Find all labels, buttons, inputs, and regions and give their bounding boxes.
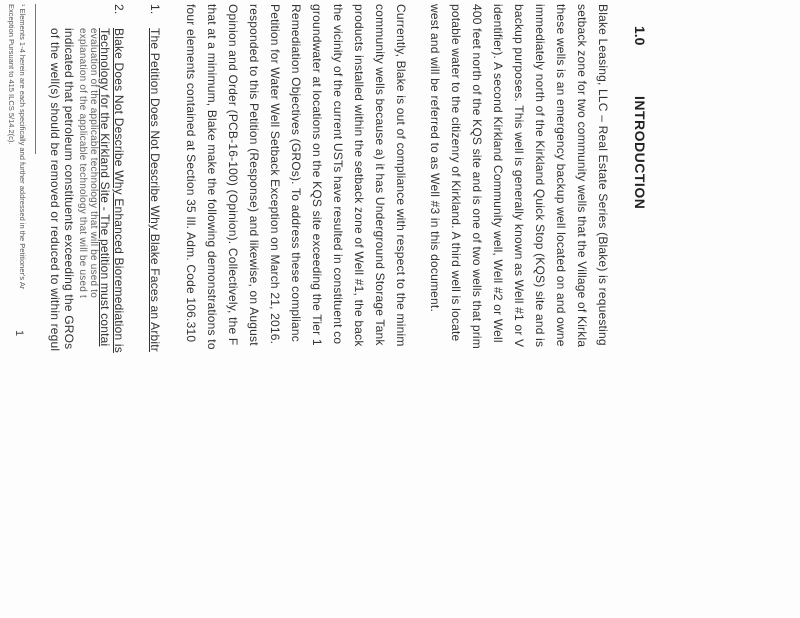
paragraph-1-line: identifier). A second Kirkland Community well, Well #2 or Well: [491, 4, 505, 343]
paragraph-2-line: Petition for Water Well Setback Exception on March 21, 2016.: [268, 4, 282, 345]
paragraph-2-line: products installed within the setback zone of Well #1, the back: [352, 4, 366, 347]
paragraph-1-line: setback zone for two community wells that the Village of Kirkla: [575, 4, 589, 348]
paragraph-2-line: Currently, Blake is out of compliance with respect to the minim: [394, 4, 408, 347]
list-item-number: 2.: [112, 4, 126, 15]
list-item-number: 1.: [148, 4, 162, 15]
list-item-text: The Petition Does Not Describe Why Blake Faces an Arbitr: [148, 28, 162, 352]
paragraph-1-line: backup purposes. This well is generally known as Well #1 or V: [512, 4, 526, 348]
footnote-line: ¹ Elements 1-4 herein are each specifically and further addressed in the Petitioner's Ar: [18, 4, 27, 290]
paragraph-1-line: west and will be referred to as Well #3 in this document.: [428, 4, 442, 312]
footnote-separator: [35, 4, 36, 154]
paragraph-1-line: immediately north of the Kirkland Quick Stop (KQS) site and is: [533, 4, 547, 348]
paragraph-2-line: community wells because a) it has Underground Storage Tank: [373, 4, 387, 346]
paragraph-2-line: Opinion and Order (PCB-16-100) (Opinion). Collectively, the F: [226, 4, 240, 346]
list-item-text: Blake Does Not Describe Why Enhanced Bioremediation is: [112, 28, 126, 353]
section-number: 1.0: [632, 26, 648, 46]
paragraph-1-line: Blake Leasing, LLC – Real Estate Series (Blake) is requesting: [596, 4, 610, 346]
list-item-text: Technology for the Kirkland Site - The petition must contai: [98, 28, 112, 347]
paragraph-2-line: that at a minimum, Blake make the following demonstrations to: [205, 4, 219, 350]
list-item-text: explanation of the applicable technology that will be used t: [77, 28, 88, 298]
paragraph-1-line: these wells is an emergency backup well located on and owne: [554, 4, 568, 347]
paragraph-1-line: 400 feet north of the KQS site and is one of two wells that prim: [470, 4, 484, 349]
paragraph-2-line: responded to this Petition (Response) and likewise, on August: [247, 4, 261, 346]
paragraph-1-line: potable water to the citizenry of Kirkland. A third well is locate: [449, 4, 463, 342]
paragraph-2-line: the vicinity of the current USTs have resulted in constituent co: [331, 4, 345, 345]
list-item-text: indicated that petroleum constituents exceeding the GROs: [62, 28, 76, 350]
list-item-text: of the well(s) should be removed or reduced to within regul: [48, 28, 62, 352]
page-number: 1: [13, 330, 25, 337]
section-title: INTRODUCTION: [632, 96, 648, 210]
list-item-text: evaluation of the applicable technology that will be used to: [88, 28, 99, 298]
paragraph-2-line: Remediation Objectives (GROs). To address these complianc: [289, 4, 303, 342]
paragraph-2-line: groundwater at locations on the KQS site exceeding the Tier 1: [310, 4, 324, 346]
paragraph-2-line: four elements contained at Section 35 Ill. Adm. Code 106.310: [184, 4, 198, 343]
footnote-line: Exception Pursuant to 415 ILCS 5/14.2(c).: [7, 4, 16, 145]
